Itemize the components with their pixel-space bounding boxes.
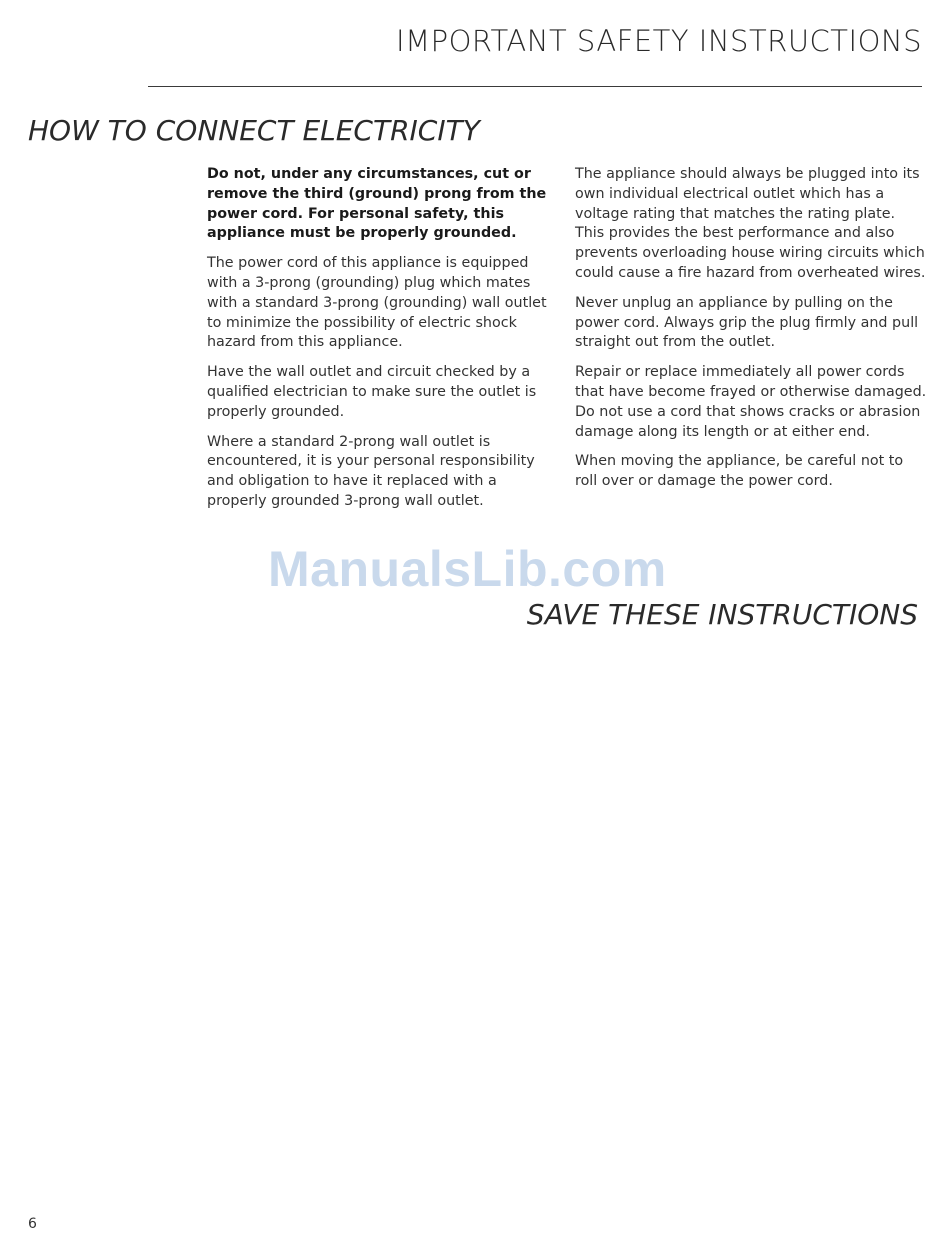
moving-appliance-paragraph: When moving the appliance, be careful not to roll over or damage the power cord.	[575, 453, 904, 490]
individual-outlet-paragraph: The appliance should always be plugged into its own individual electrical outlet which has a voltage rating that matches the rating plate. This provides the best performance and also prevents overloading house wiring circuits which could cause a fire hazard from overheated wires.	[575, 166, 926, 281]
section-title: HOW TO CONNECT ELECTRICITY	[28, 114, 480, 147]
page-number: 6	[28, 1216, 37, 1232]
power-cord-plug-paragraph: The power cord of this appliance is equipped with a 3-prong (grounding) plug which mates with a standard 3-prong (grounding) wall outlet to minimize the possibility of electric shock hazard from this appliance.	[207, 255, 547, 351]
page-header-title: IMPORTANT SAFETY INSTRUCTIONS	[396, 24, 922, 58]
grounding-warning-paragraph: Do not, under any circumstances, cut or remove the third (ground) prong from the power cord. For personal safety, this appliance must be properly grounded.	[207, 166, 547, 242]
unplug-paragraph: Never unplug an appliance by pulling on the power cord. Always grip the plug firmly and pull straight out from the outlet.	[575, 294, 919, 351]
left-column	[207, 165, 559, 522]
repair-cord-paragraph: Repair or replace immediately all power cords that have become frayed or otherwise damaged. Do not use a cord that shows cracks or abrasion damage along its length or at either end.	[575, 364, 927, 440]
header-divider	[148, 86, 922, 87]
outlet-check-paragraph: Have the wall outlet and circuit checked by a qualified electrician to make sure the outlet is properly grounded.	[207, 364, 537, 420]
save-instructions-title: SAVE THESE INSTRUCTIONS	[526, 598, 918, 631]
watermark: ManualsLib.com	[268, 541, 667, 597]
right-column	[575, 165, 927, 502]
two-prong-outlet-paragraph: Where a standard 2-prong wall outlet is encountered, it is your personal responsibility and obligation to have it replaced with a properly grounded 3-prong wall outlet.	[207, 433, 535, 509]
